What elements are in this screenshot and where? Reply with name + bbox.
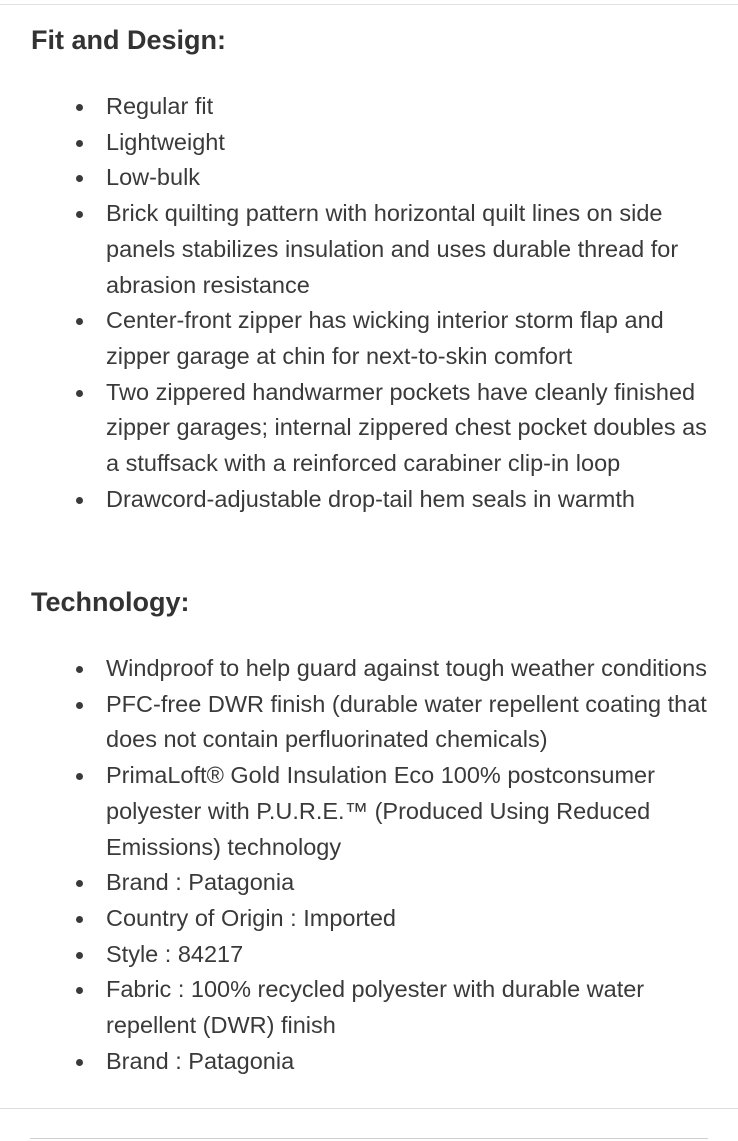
list-item (0, 972, 738, 1043)
list-item (0, 758, 738, 865)
section-heading-fit-and-design: Fit and Design: (31, 25, 226, 55)
list-item-text: Brand : Patagonia (106, 1047, 295, 1074)
list-item (0, 375, 738, 482)
bullet-icon (76, 952, 83, 959)
list-item-text: Windproof to help guard against tough weather conditions (106, 655, 707, 681)
list-item-text: PFC-free DWR finish (durable water repellent coating that does not contain perfluorinated chemicals) (106, 690, 707, 753)
list-item-text: Center-front zipper has wicking interior storm flap and zipper garage at chin for next-to-skin comfort (106, 307, 664, 369)
list-item-text: Two zippered handwarmer pockets have cleanly finished zipper garages; internal zippered chest pocket doubles as a stuffsack with a reinforced carabiner clip-in loop (106, 378, 707, 477)
list-item (0, 937, 738, 973)
bullet-icon (76, 497, 83, 504)
section-heading-technology: Technology: (31, 587, 190, 617)
list-item-text: Fabric : 100% recycled polyester with durable water repellent (DWR) finish (106, 976, 645, 1039)
list-item-text: Style : 84217 (106, 940, 244, 967)
list-item-text: PrimaLoft® Gold Insulation Eco 100% postconsumer polyester with P.U.R.E.™ (Produced Using Reduced Emissions) technology (106, 762, 655, 860)
list-item (0, 901, 738, 937)
list-item-text: Drawcord-adjustable drop-tail hem seals in warmth (106, 485, 635, 512)
list-item (0, 125, 738, 161)
list-item-text: Brand : Patagonia (106, 869, 295, 896)
list-item-text: Lightweight (106, 128, 225, 155)
bullet-icon (76, 318, 83, 325)
bullet-icon (76, 140, 83, 147)
list-item-text: Country of Origin : Imported (106, 904, 396, 931)
bullet-icon (76, 773, 83, 780)
fit-and-design-list (0, 89, 738, 517)
bullet-icon (76, 175, 83, 182)
list-item (0, 89, 738, 125)
list-item-text: Regular fit (106, 93, 214, 119)
list-item (0, 1044, 738, 1080)
bullet-icon (76, 211, 83, 218)
bullet-icon (76, 666, 83, 673)
bullet-icon (76, 104, 83, 111)
bullet-icon (76, 987, 83, 994)
bottom-divider (0, 1108, 738, 1109)
list-item (0, 160, 738, 196)
list-item (0, 303, 738, 374)
footer-divider (30, 1138, 708, 1139)
bullet-icon (76, 916, 83, 923)
list-item-text: Low-bulk (106, 164, 201, 191)
list-item (0, 482, 738, 518)
list-item (0, 651, 738, 687)
bullet-icon (76, 880, 83, 887)
bullet-icon (76, 1059, 83, 1066)
bullet-icon (76, 702, 83, 709)
list-item (0, 865, 738, 901)
list-item (0, 196, 738, 303)
bullet-icon (76, 390, 83, 397)
list-item (0, 687, 738, 758)
list-item-text: Brick quilting pattern with horizontal quilt lines on side panels stabilizes insulation and uses durable thread for abrasion resistance (106, 200, 679, 298)
technology-list (0, 651, 738, 1079)
